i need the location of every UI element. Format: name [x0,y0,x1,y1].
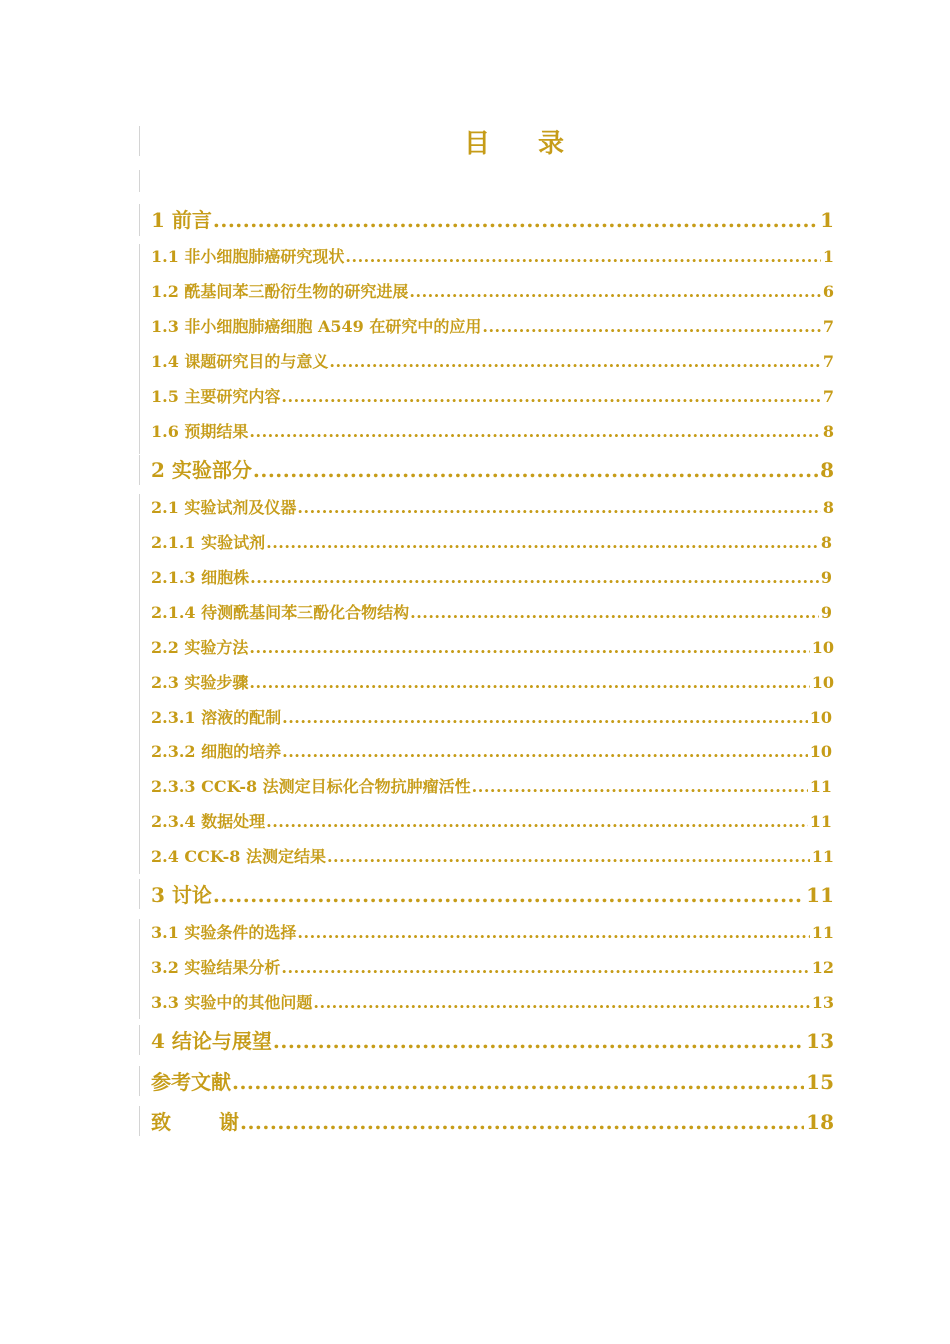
toc-dot-leader [212,881,804,909]
toc-entry-label: 2.3.3 CCK-8 法测定目标化合物抗肿瘤活性 [151,777,471,796]
toc-entry-label: 4 结论与展望 [151,1029,272,1053]
toc-entry[interactable] [151,957,834,979]
toc-dot-leader [272,1027,804,1055]
toc-page-number: 7 [822,387,834,406]
toc-dot-leader [239,1108,804,1136]
toc-dot-leader [409,602,819,624]
toc-page-number: 11 [806,883,834,907]
toc-entry-label: 参考文献 [151,1070,231,1094]
toc-dot-leader [408,281,820,303]
toc-dot-leader [281,707,808,729]
toc-page-number: 11 [811,847,834,866]
toc-entry[interactable] [151,281,834,303]
toc-entry-label: 1.1 非小细胞肺癌研究现状 [151,247,345,266]
toc-entry[interactable] [151,811,832,833]
toc-page-number: 11 [809,812,832,831]
toc-entry[interactable] [151,776,832,798]
toc-dot-leader [265,532,819,554]
toc-page-number: 15 [806,1070,834,1094]
toc-dot-leader [296,497,820,519]
toc-page-number: 7 [822,317,834,336]
toc-entry[interactable] [151,532,832,554]
toc-dot-leader [471,776,808,798]
toc-page-number: 8 [822,422,834,441]
toc-entry-label: 1.4 课题研究目的与意义 [151,352,329,371]
toc-page-number: 11 [811,923,834,942]
toc-page-number: 10 [809,708,832,727]
toc-dot-leader [248,421,820,443]
toc-entry-label: 1 前言 [151,208,212,232]
toc-entry[interactable] [151,351,834,373]
toc-entry-label: 2.4 CCK-8 法测定结果 [151,847,326,866]
toc-entry-label: 2.3.1 溶液的配制 [151,708,282,727]
toc-page-number: 18 [806,1110,834,1134]
toc-entry-label: 1.3 非小细胞肺癌细胞 A549 在研究中的应用 [151,317,482,336]
toc-entry[interactable] [151,316,834,338]
toc-entry-label: 1.5 主要研究内容 [151,387,281,406]
toc-entry[interactable] [151,497,834,519]
toc-page-number: 9 [820,568,832,587]
toc-entry-label: 3.1 实验条件的选择 [151,923,297,942]
toc-dot-leader [265,811,808,833]
toc-page-number: 6 [822,282,834,301]
toc-title-char: 目 [463,129,538,159]
toc-entry-label: 2 实验部分 [151,458,252,482]
toc-dot-leader [481,316,820,338]
toc-dot-leader [344,246,820,268]
toc-page-number: 13 [806,1029,834,1053]
toc-dot-leader [249,567,819,589]
toc-entry[interactable] [151,567,832,589]
toc-entry-label: 2.3 实验步骤 [151,673,249,692]
toc-page-number: 7 [822,352,834,371]
toc-page-number: 1 [820,208,834,232]
toc-page-number: 10 [811,673,834,692]
toc-title-char: 录 [538,129,565,159]
toc-entry-label: 2.2 实验方法 [151,638,249,657]
toc-page-number: 10 [809,742,832,761]
toc-page-number: 11 [809,777,832,796]
toc-page-number: 1 [822,247,834,266]
toc-entry-label: 1.6 预期结果 [151,422,249,441]
toc-dot-leader [280,386,820,408]
toc-entry[interactable] [151,992,834,1014]
toc-entry[interactable] [151,206,834,234]
toc-page-number: 8 [822,498,834,517]
toc-dot-leader [280,957,809,979]
toc-entry-label: 致谢 [151,1110,239,1134]
toc-entry-label: 1.2 酰基间苯三酚衍生物的研究进展 [151,282,409,301]
toc-dot-leader [328,351,820,373]
toc-dot-leader [252,456,818,484]
toc-page-number: 8 [820,533,832,552]
toc-entry-label: 3.2 实验结果分析 [151,958,281,977]
toc-entry[interactable] [151,741,832,763]
toc-page-number: 12 [811,958,834,977]
toc-dot-leader [212,206,818,234]
toc-page-number: 13 [811,993,834,1012]
toc-dot-leader [281,741,808,763]
toc-entry[interactable] [151,1068,834,1096]
toc-dot-leader [326,846,810,868]
toc-entry-label: 2.3.4 数据处理 [151,812,266,831]
toc-dot-leader [248,637,809,659]
toc-dot-leader [312,992,809,1014]
toc-entry-label: 2.1 实验试剂及仪器 [151,498,297,517]
toc-page-number: 9 [820,603,832,622]
toc-entry[interactable] [151,246,834,268]
toc-entry-label: 3 讨论 [151,883,212,907]
toc-entry[interactable] [151,922,834,944]
toc-entry[interactable] [151,456,834,484]
toc-dot-leader [248,672,809,694]
toc-page-number: 8 [820,458,834,482]
toc-entry[interactable] [151,602,832,624]
toc-entry[interactable] [151,386,834,408]
toc-entry[interactable] [151,1027,834,1055]
toc-dot-leader [296,922,809,944]
toc-entry-label: 3.3 实验中的其他问题 [151,993,313,1012]
toc-entry[interactable] [151,672,834,694]
toc-entry-label: 2.1.4 待测酰基间苯三酚化合物结构 [151,603,410,622]
toc-entry[interactable] [151,1108,834,1136]
toc-page-number: 10 [811,638,834,657]
toc-entry[interactable] [151,881,834,909]
toc-entry-label: 2.1.3 细胞株 [151,568,250,587]
toc-entry[interactable] [151,846,834,868]
toc-dot-leader [231,1068,804,1096]
toc-entry[interactable] [151,637,834,659]
toc-entry-label: 2.1.1 实验试剂 [151,533,266,552]
toc-entry-label: 2.3.2 细胞的培养 [151,742,282,761]
toc-entry[interactable] [151,707,832,729]
toc-entry[interactable] [151,421,834,443]
